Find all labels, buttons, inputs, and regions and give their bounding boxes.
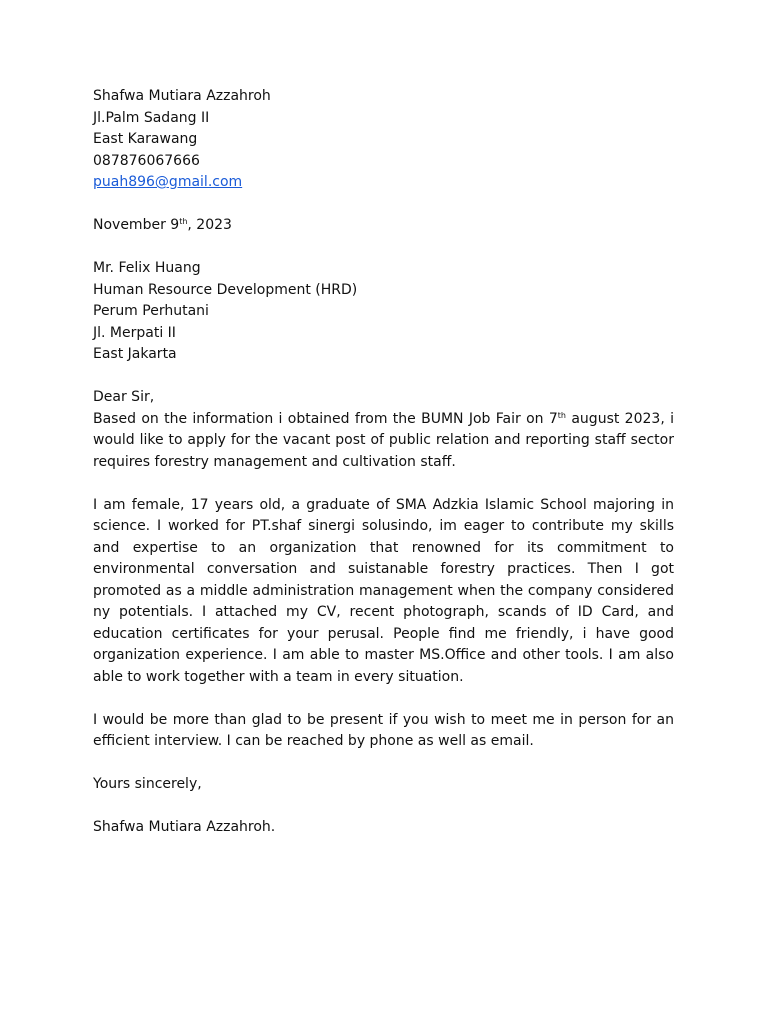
recipient-street: Jl. Merpati II — [93, 324, 176, 341]
sender-email-link[interactable]: puah896@gmail.com — [93, 174, 243, 190]
spacer — [93, 366, 674, 388]
sender-city: East Karawang — [93, 131, 198, 147]
recipient-company: Perum Perhutani — [93, 303, 209, 319]
sender-phone: 087876067666 — [93, 152, 200, 169]
closing: Yours sincerely, — [93, 776, 202, 792]
sender-street: Jl.Palm Sadang II — [93, 109, 210, 126]
spacer — [93, 753, 674, 775]
spacer — [93, 237, 674, 259]
salutation: Dear Sir, — [93, 389, 155, 405]
recipient-department: Human Resource Development (HRD) — [93, 281, 358, 298]
letter-page — [93, 86, 674, 839]
spacer — [93, 688, 674, 710]
spacer — [93, 194, 674, 216]
body-paragraph-2: I am female, 17 years old, a graduate of SMA Adzkia Islamic School majoring in science. I worked for PT.shaf sinergi solusindo, im eager to contribute my skills and expertise to an organization that renowned for its commitment to environmental conversation and suistanable forestry practices. Then I got promoted as a middle administration management when the company considered ny potentials. I attached my CV, recent photograph, scands of ID Card, and education certificates for your perusal. People find me friendly, i have good organization experience. I am able to master MS.Office and other tools. I am also able to work together with a team in every situation. — [93, 496, 674, 685]
body-paragraph-3: I would be more than glad to be present if you wish to meet me in person for an efficient interview. I can be reached by phone as well as email. — [93, 711, 674, 749]
recipient-block — [93, 258, 674, 366]
paragraph-1-end: august 2023, i would like to apply for the vacant post of public relation and reporting staff sector requires forestry management and cultivation staff. — [93, 410, 674, 470]
recipient-city: East Jakarta — [93, 346, 177, 362]
letter-date — [93, 215, 674, 237]
sender-name: Shafwa Mutiara Azzahroh — [93, 88, 271, 104]
body-paragraph-1 — [93, 409, 674, 474]
recipient-name: Mr. Felix Huang — [93, 260, 201, 276]
date-ordinal: th — [179, 217, 188, 226]
paragraph-1-ordinal: th — [557, 410, 567, 420]
paragraph-1-start: Based on the information i obtained from the BUMN Job Fair on 7 — [93, 410, 558, 427]
sender-block — [93, 86, 674, 194]
date-year: , 2023 — [187, 217, 232, 233]
date-month-day: November 9 — [93, 217, 180, 233]
spacer — [93, 796, 674, 818]
signature: Shafwa Mutiara Azzahroh. — [93, 819, 276, 835]
spacer — [93, 473, 674, 495]
